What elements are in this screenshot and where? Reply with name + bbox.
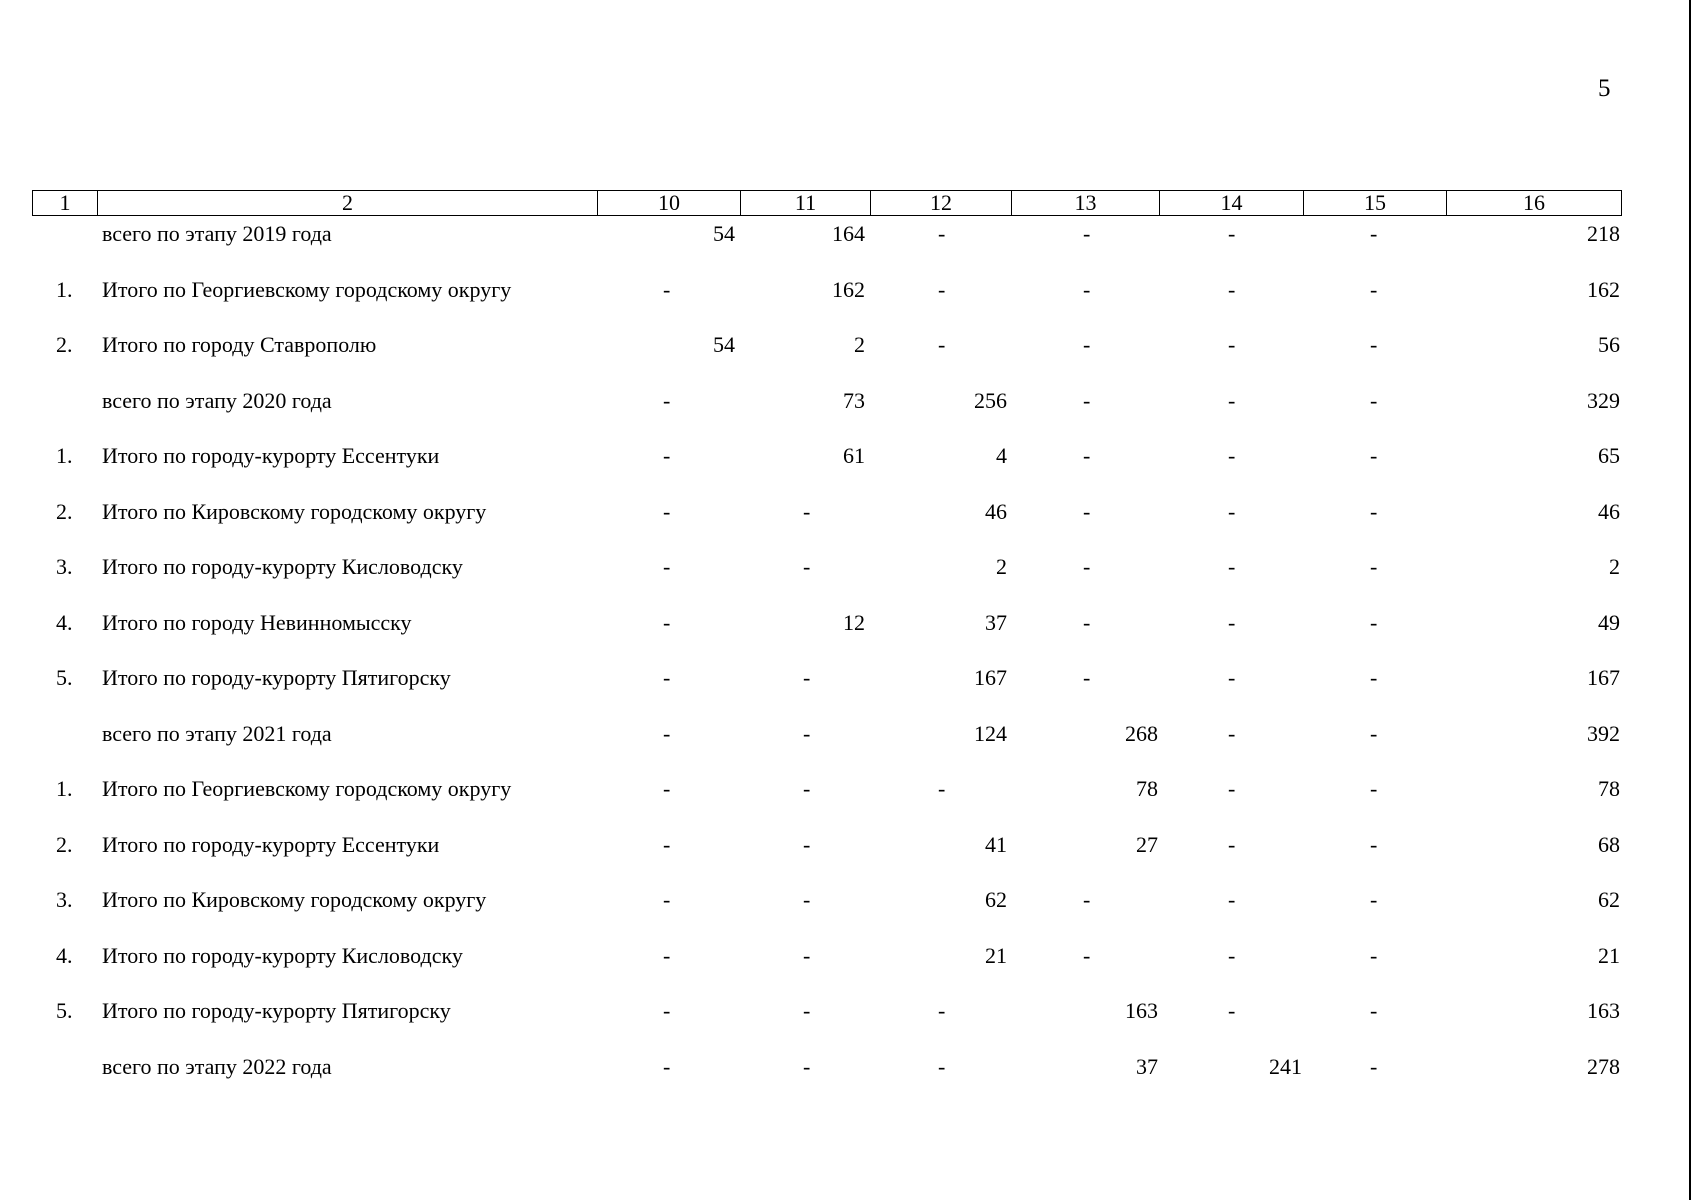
- cell-col-13: 78: [1136, 776, 1158, 801]
- table-row: [0, 719, 1693, 749]
- table-row: [0, 330, 1693, 360]
- cell-col-12: 41: [985, 831, 1007, 857]
- cell-col-11: -: [803, 998, 811, 1023]
- cell-col-16: 68: [1598, 831, 1620, 857]
- cell-col-16: 78: [1598, 776, 1620, 801]
- cell-col-16: 21: [1598, 942, 1620, 968]
- row-name: Итого по Кировскому городскому округу: [102, 498, 487, 524]
- row-name: Итого по городу-курорту Ессентуки: [102, 831, 440, 857]
- header-col-15: 15: [1303, 191, 1446, 215]
- cell-col-12: -: [938, 998, 946, 1023]
- cell-col-11: 61: [843, 443, 865, 468]
- cell-col-12: 62: [985, 887, 1007, 912]
- page-number: 5: [1598, 75, 1611, 102]
- cell-col-15: -: [1370, 387, 1378, 413]
- cell-col-14: -: [1228, 831, 1236, 857]
- cell-col-13: -: [1083, 443, 1091, 468]
- header-col-14: 14: [1159, 191, 1303, 215]
- cell-col-12: 124: [974, 720, 1007, 746]
- cell-col-13: -: [1083, 276, 1091, 302]
- cell-col-14: -: [1228, 998, 1236, 1023]
- cell-col-16: 65: [1598, 443, 1620, 468]
- table-row: [0, 608, 1693, 638]
- cell-col-11: 162: [832, 276, 865, 302]
- cell-col-13: 163: [1125, 998, 1158, 1023]
- cell-col-14: -: [1228, 443, 1236, 468]
- row-name: всего по этапу 2020 года: [102, 387, 332, 413]
- cell-col-13: -: [1083, 387, 1091, 413]
- cell-col-12: 4: [996, 443, 1007, 468]
- header-col-10: 10: [597, 191, 740, 215]
- cell-col-13: -: [1083, 221, 1091, 246]
- cell-col-15: -: [1370, 720, 1378, 746]
- row-name: Итого по городу Невинномысску: [102, 609, 412, 635]
- cell-col-15: -: [1370, 776, 1378, 801]
- cell-col-14: -: [1228, 221, 1236, 246]
- cell-col-14: 241: [1269, 1053, 1302, 1079]
- table-row: [0, 996, 1693, 1026]
- cell-col-15: -: [1370, 332, 1378, 357]
- cell-col-10: -: [663, 887, 671, 912]
- row-number: 2.: [56, 332, 73, 357]
- cell-col-15: -: [1370, 498, 1378, 524]
- cell-col-15: -: [1370, 443, 1378, 468]
- cell-col-13: -: [1083, 609, 1091, 635]
- cell-col-14: -: [1228, 498, 1236, 524]
- cell-col-14: -: [1228, 332, 1236, 357]
- cell-col-14: -: [1228, 720, 1236, 746]
- cell-col-10: -: [663, 443, 671, 468]
- row-name: Итого по городу-курорту Пятигорску: [102, 998, 451, 1023]
- table-row: [0, 1052, 1693, 1082]
- cell-col-15: -: [1370, 609, 1378, 635]
- cell-col-11: -: [803, 831, 811, 857]
- table-row: [0, 386, 1693, 416]
- row-number: 4.: [56, 609, 73, 635]
- cell-col-15: -: [1370, 276, 1378, 302]
- row-number: 2.: [56, 498, 73, 524]
- cell-col-12: 256: [974, 387, 1007, 413]
- cell-col-13: -: [1083, 554, 1091, 579]
- cell-col-10: -: [663, 609, 671, 635]
- cell-col-12: -: [938, 1053, 946, 1079]
- cell-col-13: -: [1083, 665, 1091, 690]
- cell-col-10: -: [663, 998, 671, 1023]
- cell-col-16: 49: [1598, 609, 1620, 635]
- row-number: 3.: [56, 554, 73, 579]
- cell-col-15: -: [1370, 942, 1378, 968]
- cell-col-11: -: [803, 1053, 811, 1079]
- cell-col-12: 21: [985, 942, 1007, 968]
- cell-col-11: 164: [832, 221, 865, 246]
- cell-col-10: -: [663, 720, 671, 746]
- row-name: Итого по городу-курорту Пятигорску: [102, 665, 451, 690]
- row-number: 4.: [56, 942, 73, 968]
- table-row: [0, 219, 1693, 249]
- cell-col-12: -: [938, 332, 946, 357]
- cell-col-14: -: [1228, 887, 1236, 912]
- cell-col-10: -: [663, 498, 671, 524]
- cell-col-12: 37: [985, 609, 1007, 635]
- cell-col-11: 12: [843, 609, 865, 635]
- row-number: 3.: [56, 887, 73, 912]
- cell-col-12: 167: [974, 665, 1007, 690]
- cell-col-15: -: [1370, 665, 1378, 690]
- table-row: [0, 663, 1693, 693]
- cell-col-14: -: [1228, 554, 1236, 579]
- cell-col-11: -: [803, 887, 811, 912]
- cell-col-16: 162: [1587, 276, 1620, 302]
- row-name: Итого по городу-курорту Кисловодску: [102, 942, 463, 968]
- row-number: 2.: [56, 831, 73, 857]
- cell-col-13: -: [1083, 942, 1091, 968]
- header-col-2: 2: [97, 191, 597, 215]
- cell-col-13: 27: [1136, 831, 1158, 857]
- row-name: всего по этапу 2019 года: [102, 221, 332, 246]
- table-row: [0, 774, 1693, 804]
- cell-col-10: -: [663, 554, 671, 579]
- row-number: 1.: [56, 276, 73, 302]
- cell-col-15: -: [1370, 221, 1378, 246]
- row-name: всего по этапу 2021 года: [102, 720, 332, 746]
- header-col-1: 1: [59, 190, 71, 215]
- row-name: Итого по Кировскому городскому округу: [102, 887, 487, 912]
- cell-col-12: 2: [996, 554, 1007, 579]
- cell-col-10: -: [663, 665, 671, 690]
- cell-col-10: -: [663, 1053, 671, 1079]
- row-name: Итого по городу-курорту Кисловодску: [102, 554, 463, 579]
- cell-col-13: 37: [1136, 1053, 1158, 1079]
- cell-col-10: 54: [713, 221, 735, 246]
- row-name: Итого по городу Ставрополю: [102, 332, 377, 357]
- table-row: [0, 830, 1693, 860]
- row-name: Итого по Георгиевскому городскому округу: [102, 276, 512, 302]
- cell-col-11: 73: [843, 387, 865, 413]
- cell-col-15: -: [1370, 887, 1378, 912]
- cell-col-10: -: [663, 831, 671, 857]
- cell-col-16: 163: [1587, 998, 1620, 1023]
- header-col-16: 16: [1446, 191, 1621, 215]
- cell-col-16: 62: [1598, 887, 1620, 912]
- cell-col-16: 278: [1587, 1053, 1620, 1079]
- cell-col-10: -: [663, 942, 671, 968]
- row-number: 5.: [56, 998, 73, 1023]
- cell-col-13: -: [1083, 332, 1091, 357]
- cell-col-14: -: [1228, 387, 1236, 413]
- header-col-11: 11: [740, 191, 870, 215]
- cell-col-16: 167: [1587, 665, 1620, 690]
- cell-col-16: 329: [1587, 387, 1620, 413]
- cell-col-13: 268: [1125, 720, 1158, 746]
- cell-col-11: 2: [854, 332, 865, 357]
- cell-col-11: -: [803, 498, 811, 524]
- cell-col-14: -: [1228, 665, 1236, 690]
- row-name: всего по этапу 2022 года: [102, 1053, 332, 1079]
- cell-col-10: -: [663, 387, 671, 413]
- table-row: [0, 275, 1693, 305]
- table-row: [0, 441, 1693, 471]
- header-col-13: 13: [1011, 191, 1159, 215]
- cell-col-11: -: [803, 776, 811, 801]
- row-number: 1.: [56, 443, 73, 468]
- row-number: 5.: [56, 665, 73, 690]
- cell-col-11: -: [803, 942, 811, 968]
- cell-col-11: -: [803, 554, 811, 579]
- row-number: 1.: [56, 776, 73, 801]
- cell-col-16: 2: [1609, 554, 1620, 579]
- cell-col-10: -: [663, 776, 671, 801]
- cell-col-15: -: [1370, 831, 1378, 857]
- table-row: [0, 497, 1693, 527]
- header-col-12: 12: [870, 191, 1011, 215]
- table-row: [0, 885, 1693, 915]
- table-row: [0, 941, 1693, 971]
- cell-col-16: 218: [1587, 221, 1620, 246]
- row-name: Итого по Георгиевскому городскому округу: [102, 776, 512, 801]
- cell-col-15: -: [1370, 998, 1378, 1023]
- cell-col-13: -: [1083, 887, 1091, 912]
- cell-col-16: 46: [1598, 498, 1620, 524]
- cell-col-16: 392: [1587, 720, 1620, 746]
- cell-col-12: 46: [985, 498, 1007, 524]
- cell-col-14: -: [1228, 276, 1236, 302]
- cell-col-15: -: [1370, 1053, 1378, 1079]
- table-row: [0, 552, 1693, 582]
- cell-col-10: -: [663, 276, 671, 302]
- cell-col-11: -: [803, 720, 811, 746]
- table-header-row: [32, 190, 1622, 216]
- cell-col-12: -: [938, 776, 946, 801]
- cell-col-14: -: [1228, 942, 1236, 968]
- cell-col-11: -: [803, 665, 811, 690]
- cell-col-15: -: [1370, 554, 1378, 579]
- cell-col-14: -: [1228, 776, 1236, 801]
- cell-col-12: -: [938, 276, 946, 302]
- cell-col-14: -: [1228, 609, 1236, 635]
- cell-col-16: 56: [1598, 332, 1620, 357]
- cell-col-12: -: [938, 221, 946, 246]
- cell-col-10: 54: [713, 332, 735, 357]
- cell-col-13: -: [1083, 498, 1091, 524]
- row-name: Итого по городу-курорту Ессентуки: [102, 443, 440, 468]
